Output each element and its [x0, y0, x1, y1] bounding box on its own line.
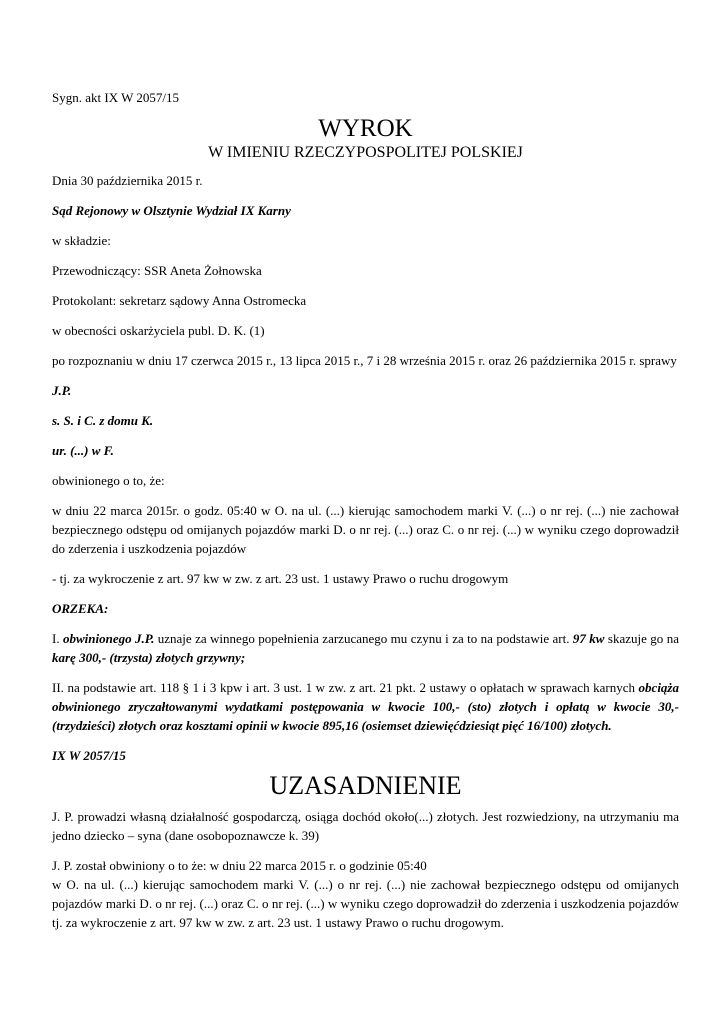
- hearings-line: po rozpoznaniu w dniu 17 czerwca 2015 r., 13 lipca 2015 r., 7 i 28 września 2015 r. oraz 26 października 2015 r. sprawy: [52, 353, 677, 368]
- ruling-label: ORZEKA:: [52, 601, 109, 616]
- ruling-1-text-a: uznaje za winnego popełnienia zarzucanego mu czynu i za to na podstawie art.: [154, 631, 573, 646]
- ruling-2-text-a: na podstawie art. 118 § 1 i 3 kpw i art. 3 ust. 1 w zw. z art. 21 pkt. 2 ustawy o opłatach w sprawach karnych: [63, 680, 639, 695]
- ruling-item-1: [52, 629, 679, 667]
- defendant-name: J.P.: [52, 383, 72, 398]
- verdict-title: WYROK: [318, 115, 413, 142]
- ruling-1-defendant: obwinionego J.P.: [63, 631, 155, 646]
- ruling-2-number: II.: [52, 680, 64, 695]
- prosecutor-line: w obecności oskarżyciela publ. D. K. (1): [52, 323, 265, 338]
- ruling-1-number: I.: [52, 631, 60, 646]
- case-signature: Sygn. akt IX W 2057/15: [52, 90, 179, 105]
- ruling-2-costs: obciąża obwinionego zryczałtowanymi wydatkami postępowania w kwocie 100,- (sto) złotych i opłatą w kwocie 30,- (trzydzieści) złotych oraz kosztami opinii w kwocie 895,16 (osiemset dziewięćdziesiąt pięć 16/100) złotych.: [52, 680, 679, 733]
- legal-basis-text: - tj. za wykroczenie z art. 97 kw w zw. z art. 23 ust. 1 ustawy Prawo o ruchu drogowym: [52, 571, 509, 586]
- ruling-1-text-b: skazuje go na: [604, 631, 679, 646]
- ruling-item-2: [52, 678, 679, 735]
- clerk-line: Protokolant: sekretarz sądowy Anna Ostromecka: [52, 293, 307, 308]
- ruling-1-article: 97 kw: [572, 631, 605, 646]
- composition-label: w składzie:: [52, 233, 111, 248]
- accused-of-label: obwinionego o to, że:: [52, 473, 165, 488]
- document-page: [52, 88, 679, 932]
- justification-title: UZASADNIENIE: [269, 771, 462, 800]
- justification-paragraph-1: J. P. prowadzi własną działalność gospodarczą, osiąga dochód około(...) złotych. Jest rozwiedziony, na utrzymaniu ma jedno dziecko – syna (dane osobopoznawcze k. 39): [52, 809, 679, 843]
- verdict-subtitle: W IMIENIU RZECZYPOSPOLITEJ POLSKIEJ: [208, 144, 523, 161]
- verdict-date: Dnia 30 października 2015 r.: [52, 173, 203, 188]
- chair-line: Przewodniczący: SSR Aneta Żołnowska: [52, 263, 262, 278]
- court-name: Sąd Rejonowy w Olsztynie Wydział IX Karny: [52, 203, 291, 218]
- charge-text: w dniu 22 marca 2015r. o godz. 05:40 w O. na ul. (...) kierując samochodem marki V. (...) o nr rej. (...) nie zachował bezpiecznego odstępu od omijanych pojazdów marki D. o nr rej. (...) oraz C. o nr rej. (...) w wyniku czego doprowadził do zderzenia i uszkodzenia pojazdów: [52, 503, 679, 556]
- defendant-parents: s. S. i C. z domu K.: [52, 413, 154, 428]
- defendant-birth: ur. (...) w F.: [52, 443, 114, 458]
- case-reference: IX W 2057/15: [52, 748, 126, 763]
- justification-paragraph-2-rest: w O. na ul. (...) kierując samochodem marki V. (...) o nr rej. (...) nie zachował bezpiecznego odstępu od omijanych pojazdów marki D. o nr rej. (...) oraz C. o nr rej. (...) w wyniku czego doprowadził do zderzenia i uszkodzenia pojazdów tj. za wykroczenie z art. 97 kw w zw. z art. 23 ust. 1 ustawy Prawo o ruchu drogowym.: [52, 877, 679, 930]
- ruling-1-penalty: karę 300,- (trzysta) złotych grzywny;: [52, 650, 246, 665]
- justification-paragraph-2-first-line: J. P. został obwiniony o to że: w dniu 22 marca 2015 r. o godzinie 05:40: [52, 858, 427, 873]
